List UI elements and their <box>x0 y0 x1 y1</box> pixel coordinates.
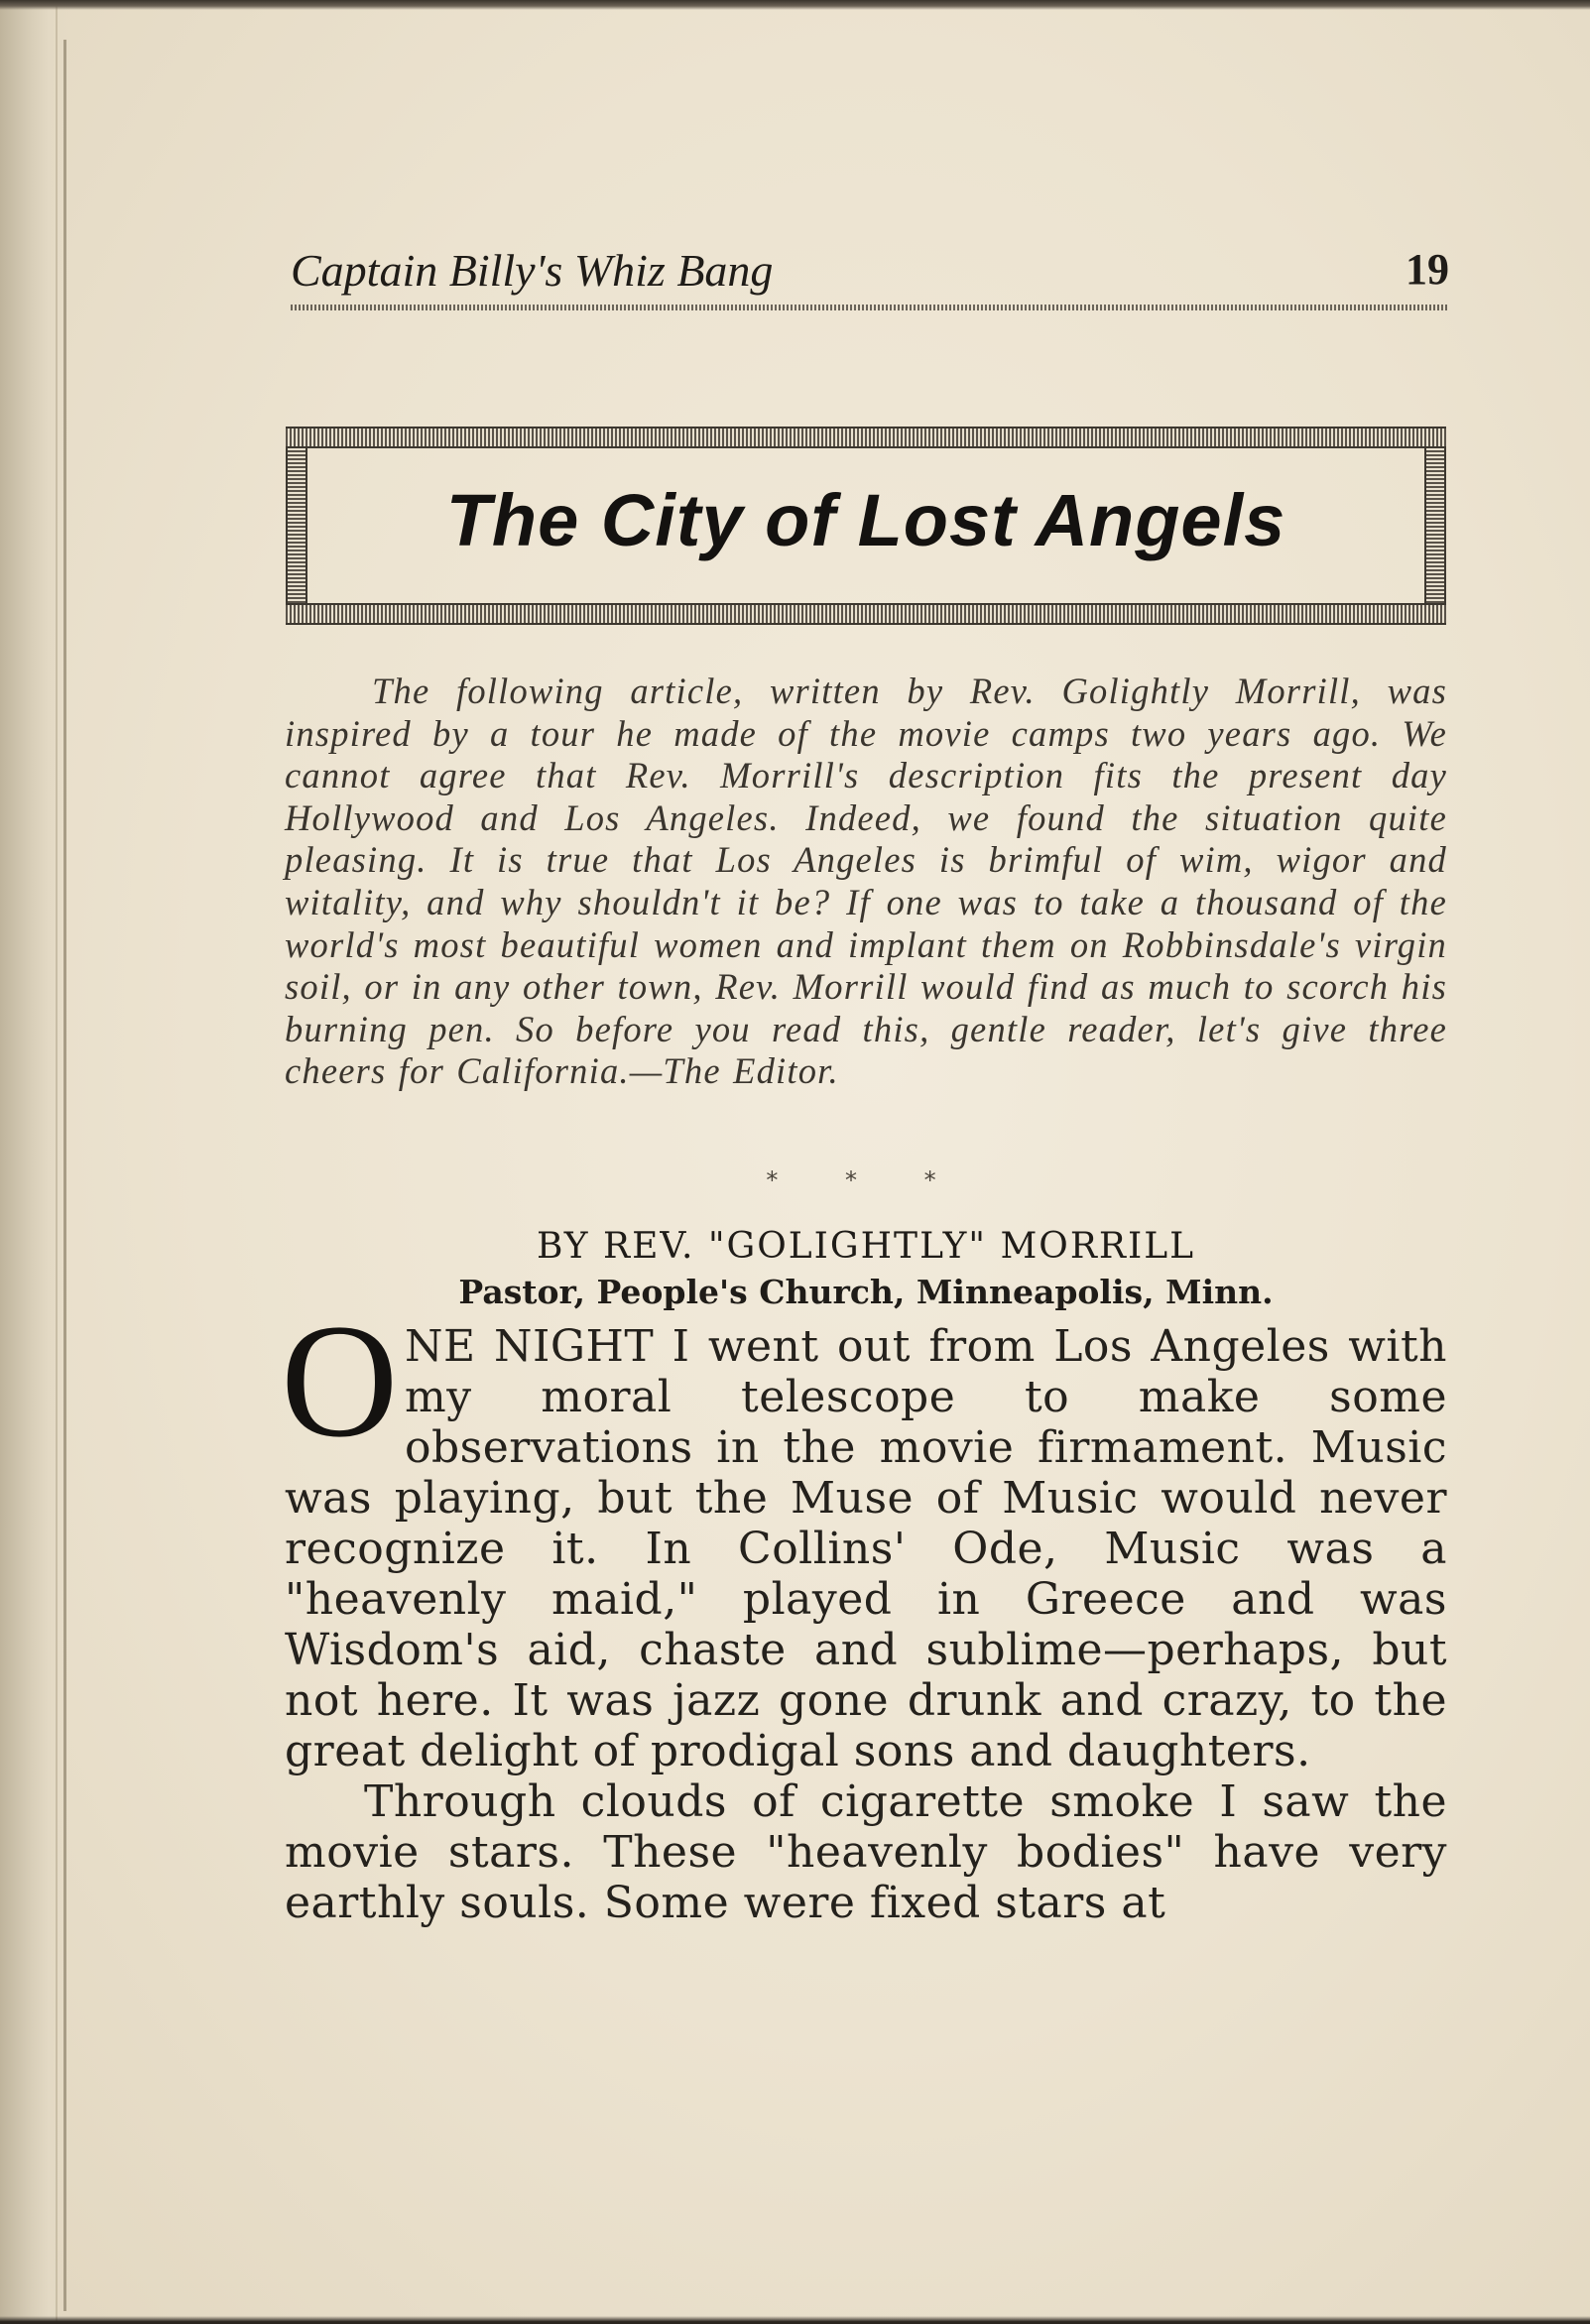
book-spine-shadow <box>0 0 69 2324</box>
running-title: Captain Billy's Whiz Bang <box>291 245 774 296</box>
author-affiliation: Pastor, People's Church, Minneapolis, Minn. <box>458 1273 1274 1311</box>
frame-top-border <box>286 427 1446 448</box>
article-body <box>285 1321 1447 1928</box>
title-frame <box>286 427 1446 625</box>
paragraph-2: Through clouds of cigarette smoke I saw the movie stars. These "heavenly bodies" have very earthly souls. Some were fixed stars at <box>285 1776 1447 1928</box>
page-bottom-edge <box>0 2316 1590 2324</box>
byline: BY REV. "GOLIGHTLY" MORRILL <box>536 1226 1196 1267</box>
section-separator: * * * <box>766 1166 966 1194</box>
running-head <box>291 244 1449 304</box>
drop-cap-spacer <box>285 1321 405 1462</box>
binding-edge <box>63 40 66 2311</box>
paragraph-1: NE NIGHT I went out from Los Angeles with my moral telescope to make some observations in the movie firmament. Music was playing, but the Muse of Music would never recognize it. In Collins' Ode, Music was a "heavenly maid," played in Greece and was Wisdom's aid, chaste and sublime—perhaps, but not here. It was jazz gone drunk and crazy, to the great delight of prodigal sons and daughters. <box>285 1321 1447 1776</box>
frame-bottom-border <box>286 603 1446 625</box>
frame-left-border <box>286 448 307 603</box>
header-rule <box>291 305 1449 310</box>
article-title: The City of Lost Angels <box>445 479 1286 561</box>
drop-cap: O <box>281 1291 399 1471</box>
page-top-edge <box>0 0 1590 10</box>
paragraph-1-wrapper <box>285 1321 1447 1776</box>
page-number: 19 <box>1406 245 1449 294</box>
binding-line <box>56 0 58 2324</box>
frame-right-border <box>1424 448 1446 603</box>
editor-note: The following article, written by Rev. Golightly Morrill, was inspired by a tour he made of the movie camps two years ago. We cannot agree that Rev. Morrill's description fits the present day Hollywood and Los Angeles. Indeed, we found the situation quite pleasing. It is true that Los Angeles is brimful of wim, wigor and witality, and why shouldn't it be? If one was to take a thousand of the world's most beautiful women and implant them on Robbinsdale's virgin soil, or in any other town, Rev. Morrill would find as much to scorch his burning pen. So before you read this, gentle reader, let's give three cheers for California.—The Editor. <box>285 671 1447 1092</box>
